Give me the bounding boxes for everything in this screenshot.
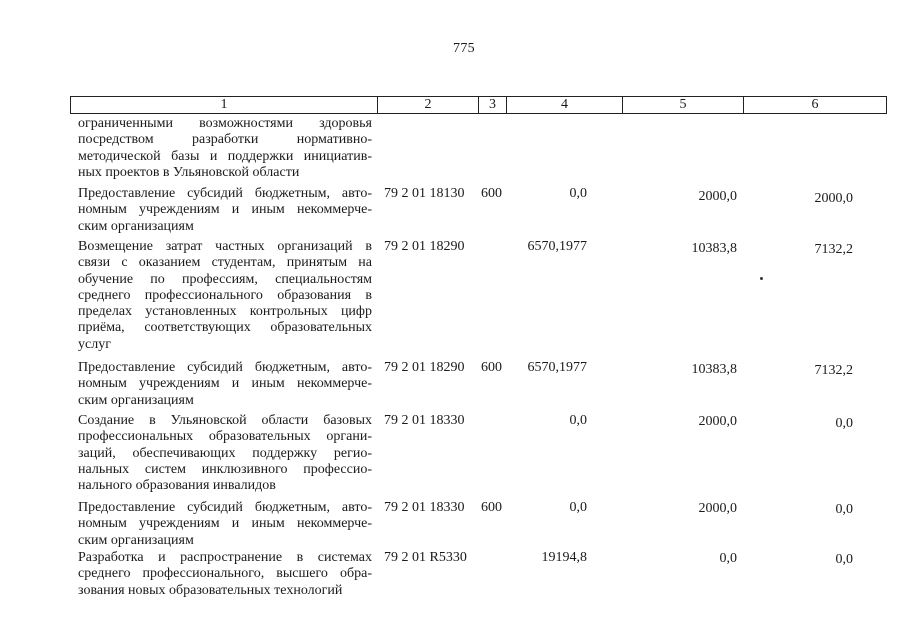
row-code: 79 2 01 18130 xyxy=(384,186,465,201)
description-line: связи с оказанием студентам, принятым на xyxy=(78,255,372,271)
description-line: номным учреждениям и иным некоммерче- xyxy=(78,516,372,532)
description-line: среднего профессионального, высшего обра- xyxy=(78,566,372,582)
row-code: 79 2 01 18330 xyxy=(384,413,465,428)
row-description xyxy=(78,413,372,494)
description-line: номным учреждениям и иным некоммерче- xyxy=(78,202,372,218)
row-description xyxy=(78,360,372,409)
row-description xyxy=(78,550,372,599)
description-line: номным учреждениям и иным некоммерче- xyxy=(78,376,372,392)
header-col-1: 1 xyxy=(220,97,228,112)
description-line: методической базы и поддержки инициатив- xyxy=(78,148,372,164)
row-value-col6: 0,0 xyxy=(835,502,853,517)
description-line: Создание в Ульяновской области базовых xyxy=(78,413,372,428)
row-code: 79 2 01 18290 xyxy=(384,239,465,254)
row-code: 79 2 01 R5330 xyxy=(384,550,467,565)
description-line: ограниченными возможностями здоровья xyxy=(78,116,372,131)
description-line: пределах установленных контрольных цифр xyxy=(78,304,372,320)
row-description xyxy=(78,239,372,353)
header-col-5: 5 xyxy=(622,97,743,113)
description-line: посредством разработки нормативно- xyxy=(78,132,372,148)
row-value-col4: 0,0 xyxy=(569,186,587,201)
row-code: 79 2 01 18290 xyxy=(384,360,465,375)
row-value-col6: 0,0 xyxy=(835,416,853,431)
description-line: Разработка и распространение в системах xyxy=(78,550,372,565)
row-value-col6: 7132,2 xyxy=(814,242,853,257)
description-line: профессиональных образовательных органи- xyxy=(78,429,372,445)
row-value-col4: 6570,1977 xyxy=(527,360,587,375)
row-value-col5: 0,0 xyxy=(719,551,737,566)
row-expense-type: 600 xyxy=(481,186,502,201)
description-line: Предоставление субсидий бюджетным, авто- xyxy=(78,360,372,375)
row-description xyxy=(78,500,372,549)
description-line: ским организациям xyxy=(78,392,194,408)
description-line: среднего профессионального образования в xyxy=(78,287,372,303)
row-value-col5: 10383,8 xyxy=(691,241,737,256)
header-col-6: 6 xyxy=(743,97,886,113)
description-line: ных проектов в Ульяновской области xyxy=(78,164,300,180)
description-line: обучение по профессиям, специальностям xyxy=(78,271,372,287)
row-description xyxy=(78,116,372,181)
row-value-col5: 2000,0 xyxy=(698,189,737,204)
description-line: услуг xyxy=(78,336,111,352)
description-line: Возмещение затрат частных организаций в xyxy=(78,239,372,254)
header-col-3: 3 xyxy=(478,97,506,113)
description-line: Предоставление субсидий бюджетным, авто- xyxy=(78,186,372,201)
row-value-col4: 19194,8 xyxy=(541,550,587,565)
description-line: нального образования инвалидов xyxy=(78,478,276,494)
row-value-col5: 2000,0 xyxy=(698,501,737,516)
description-line: заций, обеспечивающих поддержку регио- xyxy=(78,445,372,461)
row-value-col4: 0,0 xyxy=(569,413,587,428)
description-line: приёма, соответствующих образовательных xyxy=(78,320,372,336)
description-line: нальных систем инклюзивного профессио- xyxy=(78,461,372,477)
description-line: Предоставление субсидий бюджетным, авто- xyxy=(78,500,372,515)
row-code: 79 2 01 18330 xyxy=(384,500,465,515)
page-number: 775 xyxy=(453,41,475,56)
scan-speck xyxy=(760,277,763,280)
row-expense-type: 600 xyxy=(481,360,502,375)
row-description xyxy=(78,186,372,235)
row-value-col6: 7132,2 xyxy=(814,363,853,378)
row-value-col6: 0,0 xyxy=(835,552,853,567)
row-value-col4: 0,0 xyxy=(569,500,587,515)
row-expense-type: 600 xyxy=(481,500,502,515)
row-value-col5: 2000,0 xyxy=(698,414,737,429)
header-col-2: 2 xyxy=(377,97,478,113)
row-value-col4: 6570,1977 xyxy=(527,239,587,254)
description-line: ским организациям xyxy=(78,532,194,548)
description-line: ским организациям xyxy=(78,218,194,234)
row-value-col6: 2000,0 xyxy=(814,191,853,206)
description-line: зования новых образовательных технологий xyxy=(78,582,343,598)
header-col-4: 4 xyxy=(506,97,622,113)
row-value-col5: 10383,8 xyxy=(691,362,737,377)
